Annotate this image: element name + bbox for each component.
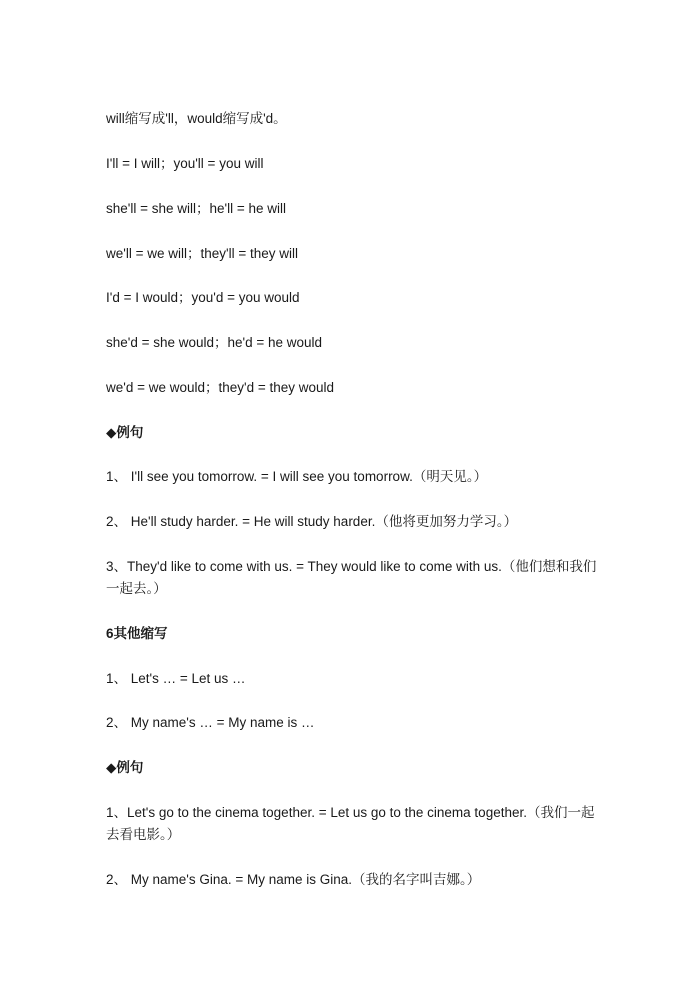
contraction-line: we'll = we will；they'll = they will: [106, 246, 298, 261]
other-contraction-line: 2、 My name's … = My name is …: [106, 715, 315, 730]
section-heading: 6其他缩写: [106, 626, 168, 641]
contraction-line: I'd = I would；you'd = you would: [106, 290, 300, 305]
contraction-line: she'd = she would；he'd = he would: [106, 335, 323, 350]
contraction-line: I'll = I will；you'll = you will: [106, 156, 264, 171]
example-sentence: 2、 He'll study harder. = He will study harder.（他将更加努力学习。）: [106, 514, 518, 529]
example-sentence: 3、They'd like to come with us. = They would like to come with us.（他们想和我们一起去。）: [106, 559, 597, 596]
example-sentence: 2、 My name's Gina. = My name is Gina.（我的名字叫吉娜。）: [106, 872, 481, 887]
example-heading: ◆例句: [106, 425, 144, 440]
other-contraction-line: 1、 Let's … = Let us …: [106, 671, 246, 686]
example-heading: ◆例句: [106, 760, 144, 775]
example-sentence: 1、 I'll see you tomorrow. = I will see you tomorrow.（明天见。）: [106, 469, 488, 484]
contraction-rule-intro: will缩写成'll，would缩写成'd。: [106, 111, 287, 126]
example-sentence: 1、Let's go to the cinema together. = Let us go to the cinema together.（我们一起去看电影。）: [106, 805, 595, 842]
contraction-line: she'll = she will；he'll = he will: [106, 201, 286, 216]
contraction-line: we'd = we would；they'd = they would: [106, 380, 335, 395]
